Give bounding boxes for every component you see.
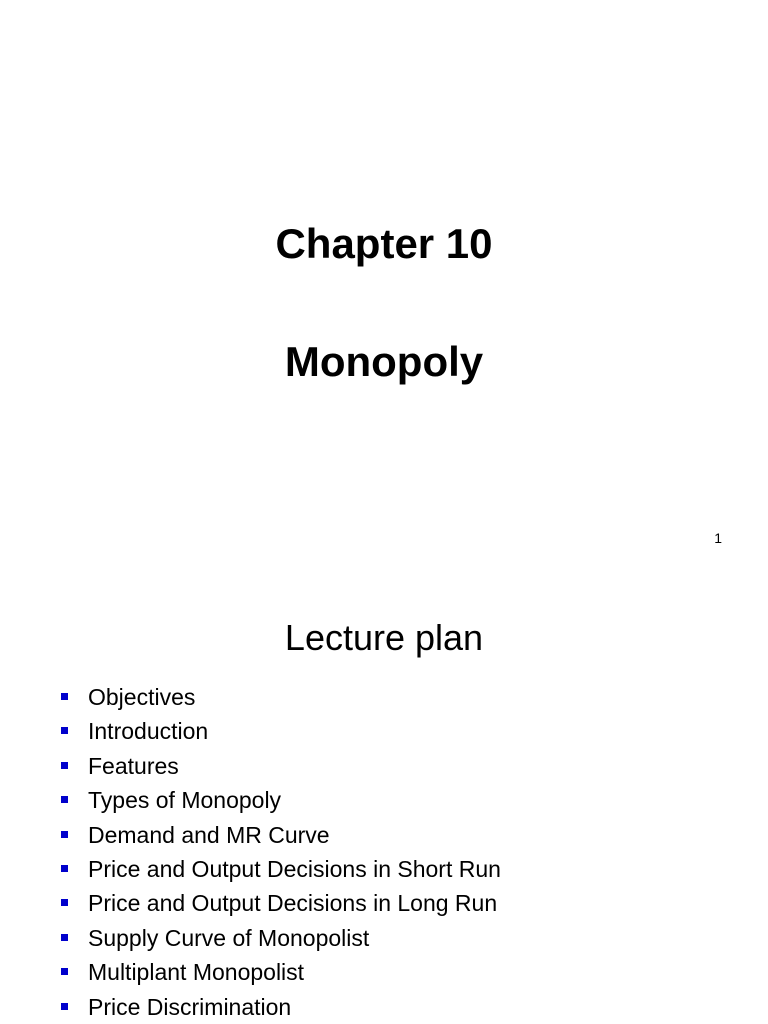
square-bullet-icon <box>61 796 68 803</box>
list-item <box>58 852 501 886</box>
list-item <box>58 680 501 714</box>
list-item-label: Demand and MR Curve <box>88 821 330 848</box>
square-bullet-icon <box>61 693 68 700</box>
list-item-label: Supply Curve of Monopolist <box>88 924 370 951</box>
list-item-label: Multiplant Monopolist <box>88 959 305 986</box>
lecture-plan-list <box>58 680 501 1024</box>
list-item <box>58 714 501 748</box>
list-item-label: Price and Output Decisions in Short Run <box>88 855 501 882</box>
list-item <box>58 749 501 783</box>
list-item <box>58 990 501 1024</box>
square-bullet-icon <box>61 865 68 872</box>
topic-title: Monopoly <box>284 338 484 385</box>
chapter-title: Chapter 10 <box>275 220 493 267</box>
list-item-label: Introduction <box>88 718 209 745</box>
list-item <box>58 921 501 955</box>
list-item <box>58 955 501 989</box>
list-item <box>58 886 501 920</box>
lecture-plan-heading: Lecture plan <box>284 617 484 658</box>
list-item <box>58 783 501 817</box>
square-bullet-icon <box>61 934 68 941</box>
square-bullet-icon <box>61 899 68 906</box>
square-bullet-icon <box>61 968 68 975</box>
page-number: 1 <box>714 530 722 546</box>
list-item-label: Features <box>88 752 179 779</box>
list-item <box>58 818 501 852</box>
list-item-label: Price and Output Decisions in Long Run <box>88 890 498 917</box>
square-bullet-icon <box>61 1003 68 1010</box>
square-bullet-icon <box>61 727 68 734</box>
list-item-label: Objectives <box>88 684 196 710</box>
list-item-label: Types of Monopoly <box>88 787 282 814</box>
square-bullet-icon <box>61 831 68 838</box>
square-bullet-icon <box>61 762 68 769</box>
list-item-label: Price Discrimination <box>88 993 292 1020</box>
